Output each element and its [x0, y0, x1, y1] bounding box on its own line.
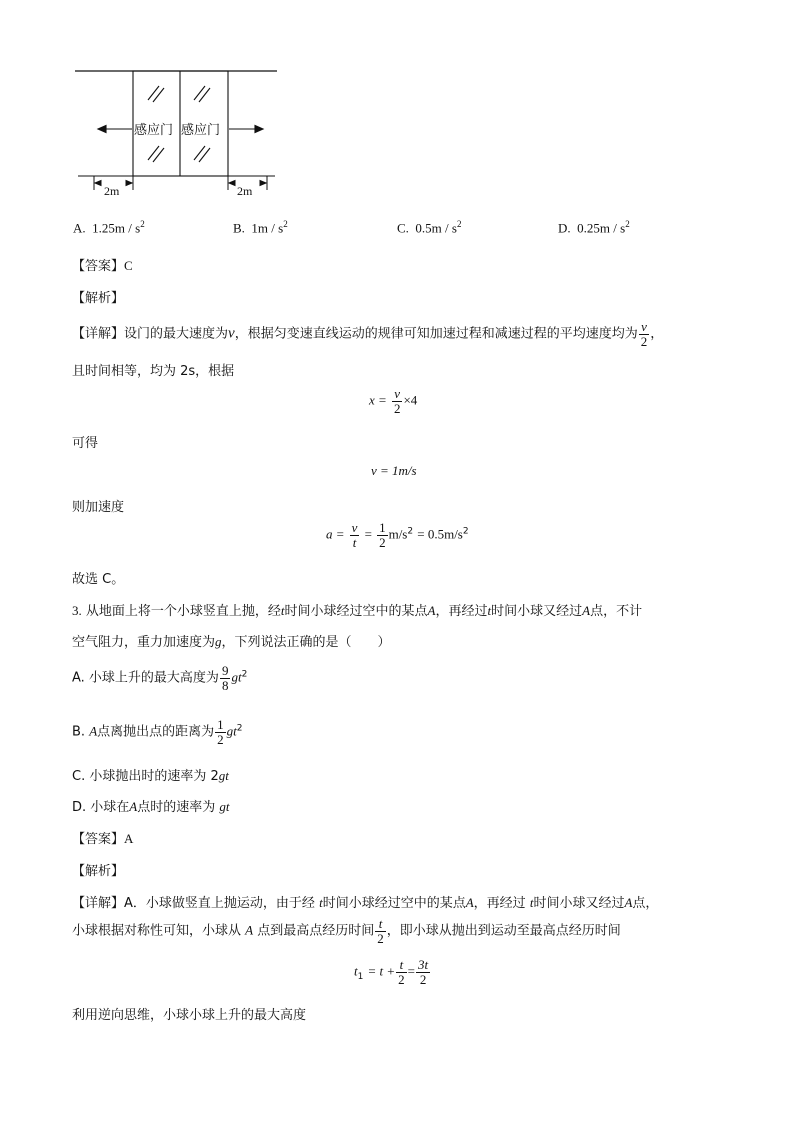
- q2-then-label: 则加速度: [72, 500, 125, 515]
- q3-equation-t1: $t_1 = t$ + $\frac{t}{2}$ = $\frac{3t}{2}$: [354, 957, 429, 987]
- right-arrow: [229, 126, 263, 133]
- dim-left-label: 2m: [104, 184, 120, 198]
- q3-option-d: D. 小球在A点时的速率为 gt: [72, 799, 230, 815]
- q3-option-a: A. 小球上升的最大高度为 $\frac{9}{8}$ $gt^2$: [72, 663, 248, 693]
- q2-equation-2: v = 1m/s: [371, 463, 417, 478]
- q3-stem-line2: 空气阻力，重力加速度为g，下列说法正确的是（ ）: [72, 634, 391, 650]
- q2-equation-1: x = $\frac{v}{2}$ ×4: [369, 386, 418, 416]
- q2-ke-de: 可得: [72, 436, 99, 451]
- q2-option-b: B. $1m / s^2$: [233, 219, 288, 236]
- q3-analysis-label: 【解析】: [72, 864, 125, 879]
- q2-detail-line1: 【详解】设门的最大速度为v，根据匀变速直线运动的规律可知加速过程和减速过程的平均速度均为 $\frac{v}{2}$ ，: [72, 319, 664, 349]
- q2-analysis-label: 【解析】: [72, 291, 125, 306]
- sensor-door-figure: [70, 62, 285, 202]
- q3-stem-line1: 3. 从地面上将一个小球竖直上抛，经t时间小球经过空中的某点A，再经过t时间小球又经过A点，不计: [72, 603, 643, 619]
- door-label-left: 感应门: [134, 123, 174, 138]
- door-label-right: 感应门: [181, 123, 221, 138]
- q2-option-a: A. $1.25m / s^2$: [73, 219, 145, 236]
- fraction-v-over-2: $\frac{v}{2}$: [640, 319, 648, 349]
- q2-option-d: D. $0.25m / s^2$: [558, 219, 630, 236]
- q3-detail-line2: 小球根据对称性可知，小球从 A 点到最高点经历时间 $\frac{t}{2}$ ，即小球从抛出到运动至最高点经历时间: [72, 916, 621, 946]
- dim-right-label: 2m: [237, 184, 253, 198]
- q3-option-c: C. 小球抛出时的速率为 2gt: [72, 768, 229, 784]
- left-arrow: [98, 126, 132, 133]
- q2-detail-line2: 且时间相等，均为 2s，根据: [72, 364, 235, 379]
- q2-equation-3: a = $\frac{v}{t}$ = $\frac{1}{2}$ $m/s^2 = 0.5m/s^2$: [326, 520, 469, 550]
- q3-option-b: B. A点离抛出点的距离为 $\frac{1}{2}$ $gt^2$: [72, 717, 243, 747]
- q2-answer: 【答案】C: [72, 258, 133, 274]
- q3-detail-line1: 【详解】A．小球做竖直上抛运动，由于经 t时间小球经过空中的某点A，再经过 t时间小球又经过A点，: [72, 895, 659, 911]
- q2-conclusion: 故选 C。: [72, 572, 125, 587]
- q3-answer: 【答案】A: [72, 831, 134, 847]
- q2-option-c: C. $0.5m / s^2$: [397, 219, 462, 236]
- q3-detail-last-line: 利用逆向思维，小球小球上升的最大高度: [72, 1008, 307, 1023]
